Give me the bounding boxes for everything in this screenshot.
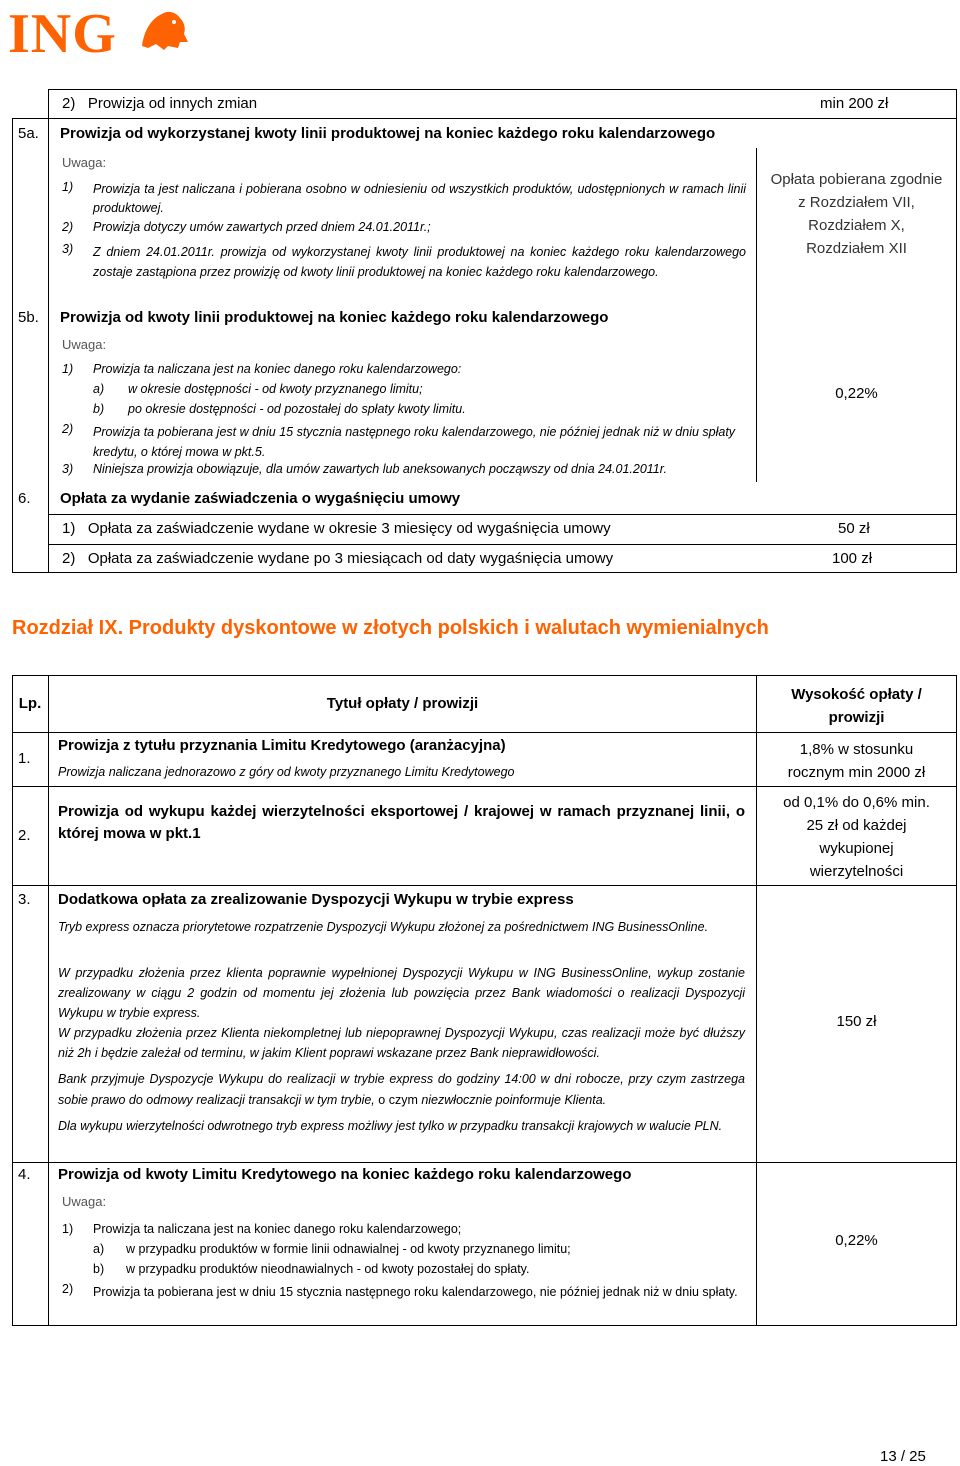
fee-title: Prowizja z tytułu przyznania Limitu Kredytowego (aranżacyjna) — [58, 737, 506, 754]
row-number: 2. — [18, 827, 31, 844]
paragraph: Tryb express oznacza priorytetowe rozpatrzenie Dyspozycji Wykupu złożonej za pośrednictwem ING BusinessOnline. — [58, 920, 709, 934]
list-item: Prowizja dotyczy umów zawartych przed dniem 24.01.2011r.; — [93, 220, 431, 234]
certificate-row-2-fee: 100 zł — [832, 550, 873, 567]
other-changes-fee: min 200 zł — [820, 95, 889, 112]
page-number: 13 / 25 — [880, 1448, 926, 1465]
fee-line: od 0,1% do 0,6% min. — [783, 794, 930, 811]
paragraph: Dla wykupu wierzytelności odwrotnego tryb express możliwy jest tylko w przypadku transakcji krajowych w walucie PLN. — [58, 1119, 723, 1133]
row-number: 1. — [18, 750, 31, 767]
note-label: Uwaga: — [62, 337, 107, 352]
list-item: w okresie dostępności - od kwoty przyznanego limitu; — [128, 382, 423, 396]
fee-line: Opłata pobierana zgodnie — [770, 171, 943, 188]
certificate-row-1-fee: 50 zł — [838, 520, 870, 537]
fee-cell: 150 zł — [836, 1013, 877, 1030]
list-number: b) — [93, 1262, 105, 1276]
paragraph-part: Bank przyjmuje Dyspozycje Wykupu do realizacji w trybie express do godziny 14:00 w dni robocze, przy czym zastrzega sobie prawo do odmowy realizacji transakcji w tym trybie, — [58, 1072, 745, 1107]
note-label: Uwaga: — [62, 155, 107, 170]
list-item: w przypadku produktów nieodnawialnych - od kwoty pozostałej do spłaty. — [126, 1262, 530, 1276]
chapter-title: Rozdział IX. Produkty dyskontowe w złotych polskich i walutach wymienialnych — [12, 617, 769, 639]
list-item: Z dniem 24.01.2011r. prowizja od wykorzystanej kwoty linii produktowej na koniec każdego roku kalendarzowego zostaje zastąpiona przez prowizję od kwoty linii produktowej na koniec każdego roku kalendarzowego. — [93, 245, 746, 279]
list-number: 3) — [62, 242, 74, 256]
list-item: po okresie dostępności - od pozostałej do spłaty kwoty limitu. — [128, 402, 466, 416]
fee-line: rocznym min 2000 zł — [787, 764, 926, 781]
list-item: Prowizja ta naliczana jest na koniec danego roku kalendarzowego: — [93, 362, 462, 376]
list-number: 1) — [62, 180, 74, 194]
list-number: 2) — [62, 1282, 74, 1296]
list-item: Niniejsza prowizja obowiązuje, dla umów zawartych lub aneksowanych począwszy od dnia 24.01.2011r. — [93, 462, 667, 476]
fee-description: Prowizja naliczana jednorazowo z góry od kwoty przyznanego Limitu Kredytowego — [58, 765, 515, 779]
list-number: 2) — [62, 422, 74, 436]
column-header-lp: Lp. — [18, 695, 42, 712]
section-number: 6. — [18, 490, 31, 507]
note-label: Uwaga: — [62, 1194, 107, 1209]
paragraph: W przypadku złożenia przez klienta poprawnie wypełnionej Dyspozycji Wykupu w ING BusinessOnline, wykup zostanie zrealizowany w ciągu 2 godzin od momentu jej złożenia lub powzięcia przez Bank wiadomości o realizacji Dyspozycji Wykupu w trybie express. — [58, 966, 745, 1020]
fee-cell — [757, 168, 956, 260]
fee-cell — [757, 791, 956, 883]
section-title: Prowizja od kwoty linii produktowej na koniec każdego roku kalendarzowego — [60, 309, 609, 326]
fee-cell: 0,22% — [835, 385, 878, 402]
fee-cell: 0,22% — [835, 1232, 878, 1249]
row-number: 4. — [18, 1166, 31, 1183]
list-item: Prowizja ta naliczana jest na koniec danego roku kalendarzowego; — [93, 1222, 462, 1236]
list-number: 3) — [62, 462, 74, 476]
fee-line: Rozdziałem X, — [808, 217, 905, 234]
certificate-row-1: 1) Opłata za zaświadczenie wydane w okresie 3 miesięcy od wygaśnięcia umowy — [62, 520, 611, 537]
list-item: Prowizja ta pobierana jest w dniu 15 stycznia następnego roku kalendarzowego, nie później jednak niż w dniu spłaty. — [93, 1285, 738, 1299]
fee-line: wykupionej — [819, 840, 894, 857]
certificate-row-2: 2) Opłata za zaświadczenie wydane po 3 miesiącach od daty wygaśnięcia umowy — [62, 550, 614, 567]
section-title: Prowizja od wykorzystanej kwoty linii produktowej na koniec każdego roku kalendarzowego — [60, 125, 716, 142]
list-number: a) — [93, 1242, 105, 1256]
header-line: prowizji — [828, 709, 885, 726]
list-number: a) — [93, 382, 105, 396]
list-number: b) — [93, 402, 105, 416]
fee-title: Prowizja od wykupu każdej wierzytelności eksportowej / krajowej w ramach przyznanej linii, o której mowa w pkt.1 — [58, 803, 745, 842]
section-number: 5a. — [18, 125, 39, 142]
list-item: w przypadku produktów w formie linii odnawialnej - od kwoty przyznanego limitu; — [126, 1242, 571, 1256]
list-number: 2) — [62, 220, 74, 234]
list-item: Prowizja ta jest naliczana i pobierana osobno w odniesieniu od wszystkich produktów, udostępnionych w ramach linii produktowej. — [93, 182, 746, 215]
fee-cell — [757, 738, 956, 784]
row-number: 3. — [18, 891, 31, 908]
paragraph-part: niezwłocznie poinformuje Klienta. — [417, 1093, 607, 1107]
list-item: Prowizja ta pobierana jest w dniu 15 stycznia następnego roku kalendarzowego, nie później jednak niż w dniu spłaty kredytu, o której mowa w pkt.5. — [93, 425, 736, 459]
list-number: 1) — [62, 1222, 74, 1236]
fee-line: z Rozdziałem VII, — [798, 194, 915, 211]
fee-line: 25 zł od każdej — [806, 817, 907, 834]
fee-line: 1,8% w stosunku — [799, 741, 914, 758]
list-number: 1) — [62, 362, 74, 376]
fee-line: wierzytelności — [809, 863, 904, 880]
column-header-title: Tytuł opłaty / prowizji — [326, 695, 479, 712]
section-number: 5b. — [18, 309, 39, 326]
header-line: Wysokość opłaty / — [791, 686, 922, 703]
fee-title: Prowizja od kwoty Limitu Kredytowego na koniec każdego roku kalendarzowego — [58, 1166, 632, 1183]
fee-line: Rozdziałem XII — [806, 240, 907, 257]
paragraph-part: o czym — [378, 1093, 418, 1107]
paragraph: W przypadku złożenia przez Klienta niekompletnej lub niepoprawnej Dyspozycji Wykupu, czas realizacji może być dłuższy niż 2h i będzie zależał od terminu, w jakim Klient poprawi wskazane przez Bank nieprawidłowości. — [58, 1026, 745, 1060]
column-header-fee — [757, 683, 956, 729]
section-title: Opłata za wydanie zaświadczenia o wygaśnięciu umowy — [60, 490, 461, 507]
lion-icon — [138, 6, 190, 52]
paragraph — [58, 1069, 745, 1111]
fee-title: Dodatkowa opłata za zrealizowanie Dyspozycji Wykupu w trybie express — [58, 891, 574, 908]
other-changes-label: 2) Prowizja od innych zmian — [62, 95, 258, 112]
ing-logo: ING — [8, 3, 117, 65]
